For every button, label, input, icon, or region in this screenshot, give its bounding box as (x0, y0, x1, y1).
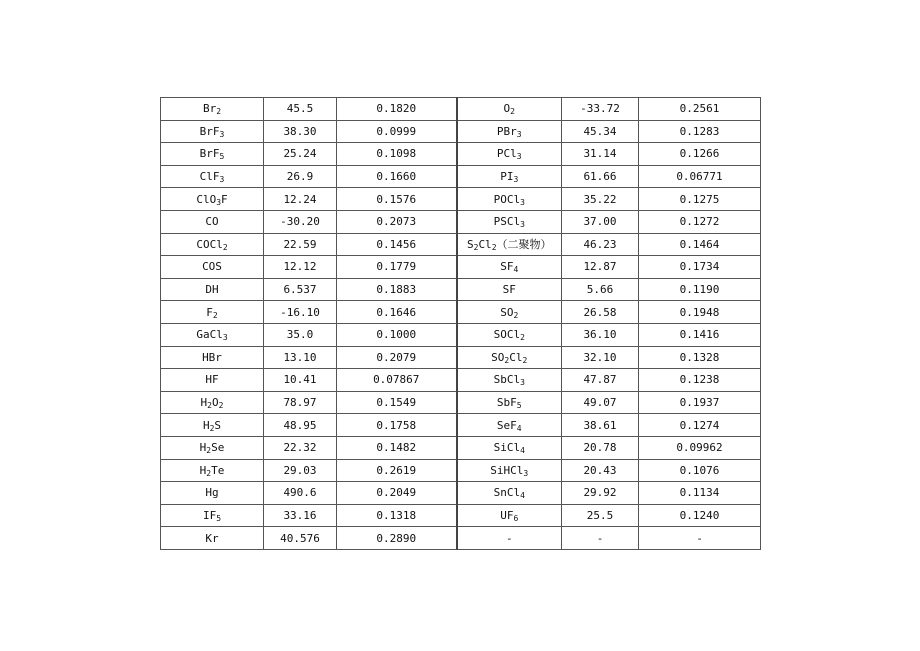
formula-subscript: 2 (522, 355, 528, 365)
left-value-b-cell: 0.1758 (337, 414, 457, 437)
formula-part: BrF (199, 147, 220, 161)
left-value-b-cell: 0.1098 (337, 143, 457, 166)
table-row (161, 369, 761, 392)
right-compound-cell (457, 210, 562, 233)
left-compound-cell: HF (161, 369, 264, 392)
right-compound-cell: SF (457, 278, 562, 301)
formula-subscript: 2 (206, 446, 212, 456)
formula-part: SiHCl (490, 463, 524, 477)
left-value-b-cell: 0.0999 (337, 120, 457, 143)
left-value-a-cell: 13.10 (264, 346, 337, 369)
formula-subscript: 2 (212, 310, 218, 320)
left-value-b-cell: 0.1779 (337, 256, 457, 279)
table-row (161, 414, 761, 437)
formula-subscript: 3 (219, 129, 225, 139)
left-compound-cell (161, 120, 264, 143)
right-value-a-cell: 46.23 (562, 233, 639, 256)
left-compound-cell (161, 188, 264, 211)
right-compound-cell (457, 459, 562, 482)
left-compound-cell: Hg (161, 482, 264, 505)
right-value-b-cell: - (639, 527, 761, 550)
table-row (161, 210, 761, 233)
right-value-a-cell: 31.14 (562, 143, 639, 166)
right-compound-cell (457, 323, 562, 346)
formula-part: PSCl (493, 215, 521, 229)
formula-part: （二聚物） (496, 238, 552, 252)
left-value-a-cell: 35.0 (264, 323, 337, 346)
left-compound-cell (161, 301, 264, 324)
left-value-b-cell: 0.2079 (337, 346, 457, 369)
formula-part: UF (500, 508, 514, 522)
table-row (161, 256, 761, 279)
left-value-b-cell: 0.1576 (337, 188, 457, 211)
right-compound-cell (457, 165, 562, 188)
table-row (161, 120, 761, 143)
formula-part: Te (211, 463, 225, 477)
formula-subscript: 2 (491, 243, 497, 253)
right-compound-cell (457, 391, 562, 414)
formula-subscript: 3 (516, 152, 522, 162)
formula-part: ClO (196, 192, 217, 206)
right-value-b-cell: 0.1328 (639, 346, 761, 369)
right-value-a-cell: 5.66 (562, 278, 639, 301)
left-value-a-cell: 40.576 (264, 527, 337, 550)
left-value-a-cell: 12.12 (264, 256, 337, 279)
left-value-b-cell: 0.2619 (337, 459, 457, 482)
left-value-b-cell: 0.1318 (337, 504, 457, 527)
right-value-b-cell: 0.1734 (639, 256, 761, 279)
right-value-a-cell: 36.10 (562, 323, 639, 346)
right-compound-cell (457, 414, 562, 437)
right-compound-cell (457, 188, 562, 211)
formula-part: BrF (199, 124, 220, 138)
formula-part: COCl (196, 237, 223, 251)
right-compound-cell (457, 482, 562, 505)
formula-subscript: 4 (516, 423, 522, 433)
table-row (161, 391, 761, 414)
table-row (161, 527, 761, 550)
formula-part: O (212, 396, 219, 410)
left-compound-cell (161, 459, 264, 482)
table-row (161, 165, 761, 188)
table-body (161, 98, 761, 550)
right-value-a-cell: 38.61 (562, 414, 639, 437)
left-compound-cell (161, 504, 264, 527)
right-compound-cell: - (457, 527, 562, 550)
right-compound-cell (457, 143, 562, 166)
formula-subscript: 4 (513, 265, 519, 275)
table-row (161, 98, 761, 121)
left-value-b-cell: 0.2073 (337, 210, 457, 233)
left-compound-cell: HBr (161, 346, 264, 369)
formula-part: SO (500, 305, 514, 319)
right-value-a-cell: 25.5 (562, 504, 639, 527)
formula-subscript: 2 (513, 310, 519, 320)
table-row (161, 482, 761, 505)
right-value-b-cell: 0.1134 (639, 482, 761, 505)
formula-part: Br (202, 102, 217, 116)
right-compound-cell (457, 504, 562, 527)
left-value-a-cell: -16.10 (264, 301, 337, 324)
table-row (161, 436, 761, 459)
right-value-b-cell: 0.1937 (639, 391, 761, 414)
right-value-a-cell: 32.10 (562, 346, 639, 369)
left-value-a-cell: 22.59 (264, 233, 337, 256)
right-compound-cell (457, 436, 562, 459)
formula-part: S (466, 238, 474, 252)
left-value-a-cell: -30.20 (264, 210, 337, 233)
left-value-b-cell: 0.1820 (337, 98, 457, 121)
formula-subscript: 2 (510, 107, 515, 117)
right-value-b-cell: 0.1948 (639, 301, 761, 324)
left-value-a-cell: 26.9 (264, 165, 337, 188)
left-compound-cell (161, 98, 264, 121)
formula-subscript: 3 (216, 197, 222, 207)
formula-subscript: 3 (520, 197, 525, 207)
formula-subscript: 2 (218, 401, 224, 411)
formula-subscript: 5 (216, 513, 222, 523)
left-value-a-cell: 78.97 (264, 391, 337, 414)
formula-subscript: 3 (219, 175, 225, 185)
left-value-a-cell: 45.5 (264, 98, 337, 121)
formula-subscript: 3 (520, 378, 525, 388)
right-value-a-cell: - (562, 527, 639, 550)
formula-part: SbF (496, 396, 517, 410)
formula-part: SF (500, 260, 514, 274)
data-table (160, 97, 761, 550)
left-compound-cell (161, 391, 264, 414)
right-value-b-cell: 0.1076 (639, 459, 761, 482)
formula-part: H (199, 463, 207, 477)
left-value-a-cell: 29.03 (264, 459, 337, 482)
left-value-b-cell: 0.1456 (337, 233, 457, 256)
left-value-b-cell: 0.2890 (337, 527, 457, 550)
formula-part: H (202, 418, 210, 432)
formula-part: H (200, 396, 208, 410)
right-value-a-cell: 26.58 (562, 301, 639, 324)
right-compound-cell (457, 120, 562, 143)
left-value-b-cell: 0.1549 (337, 391, 457, 414)
table-row (161, 233, 761, 256)
right-value-b-cell: 0.1274 (639, 414, 761, 437)
right-value-b-cell: 0.1266 (639, 143, 761, 166)
left-compound-cell: CO (161, 210, 264, 233)
formula-part: O (503, 102, 511, 116)
right-value-b-cell: 0.1190 (639, 278, 761, 301)
left-value-a-cell: 10.41 (264, 369, 337, 392)
formula-part: SOCl (493, 328, 521, 342)
right-value-b-cell: 0.1464 (639, 233, 761, 256)
formula-part: SO (491, 350, 505, 364)
right-value-a-cell: 12.87 (562, 256, 639, 279)
formula-part: SeF (496, 418, 517, 432)
left-compound-cell: DH (161, 278, 264, 301)
right-value-a-cell: -33.72 (562, 98, 639, 121)
left-value-a-cell: 48.95 (264, 414, 337, 437)
formula-part: SbCl (493, 373, 521, 387)
left-compound-cell: Kr (161, 527, 264, 550)
formula-part: S (214, 418, 222, 432)
left-compound-cell (161, 323, 264, 346)
right-value-b-cell: 0.1416 (639, 323, 761, 346)
formula-part: SnCl (493, 486, 521, 500)
formula-subscript: 2 (473, 243, 479, 253)
formula-subscript: 6 (513, 513, 519, 523)
right-value-a-cell: 45.34 (562, 120, 639, 143)
right-value-b-cell: 0.06771 (639, 165, 761, 188)
right-value-a-cell: 49.07 (562, 391, 639, 414)
table-row (161, 504, 761, 527)
left-compound-cell (161, 436, 264, 459)
formula-subscript: 2 (520, 333, 525, 343)
formula-part: GaCl (196, 328, 223, 342)
formula-part: Se (211, 441, 225, 455)
formula-part: Cl (478, 238, 492, 252)
left-value-b-cell: 0.2049 (337, 482, 457, 505)
left-value-b-cell: 0.07867 (337, 369, 457, 392)
formula-part: PI (500, 170, 514, 184)
right-value-b-cell: 0.1238 (639, 369, 761, 392)
formula-subscript: 3 (222, 333, 228, 343)
left-compound-cell (161, 165, 264, 188)
table-row (161, 188, 761, 211)
formula-part: H (199, 441, 207, 455)
formula-subscript: 3 (516, 129, 522, 139)
table-row (161, 278, 761, 301)
left-compound-cell: COS (161, 256, 264, 279)
formula-part: IF (202, 508, 217, 522)
right-value-b-cell: 0.1283 (639, 120, 761, 143)
left-value-a-cell: 12.24 (264, 188, 337, 211)
formula-part: PCl (496, 147, 517, 161)
right-value-a-cell: 61.66 (562, 165, 639, 188)
formula-subscript: 3 (523, 468, 529, 478)
right-compound-cell (457, 301, 562, 324)
right-value-b-cell: 0.1275 (639, 188, 761, 211)
right-value-b-cell: 0.1272 (639, 210, 761, 233)
right-compound-cell (457, 233, 562, 256)
formula-part: POCl (493, 192, 521, 206)
right-compound-cell (457, 346, 562, 369)
formula-subscript: 2 (504, 355, 510, 365)
right-value-a-cell: 20.43 (562, 459, 639, 482)
formula-subscript: 2 (209, 423, 215, 433)
formula-subscript: 2 (222, 242, 228, 252)
left-value-b-cell: 0.1660 (337, 165, 457, 188)
right-value-a-cell: 29.92 (562, 482, 639, 505)
formula-part: F (221, 192, 228, 206)
table-row (161, 301, 761, 324)
formula-subscript: 4 (520, 446, 525, 456)
left-value-b-cell: 0.1482 (337, 436, 457, 459)
left-value-a-cell: 25.24 (264, 143, 337, 166)
left-value-b-cell: 0.1883 (337, 278, 457, 301)
right-value-a-cell: 35.22 (562, 188, 639, 211)
right-value-a-cell: 37.00 (562, 210, 639, 233)
formula-subscript: 4 (520, 491, 525, 501)
formula-subscript: 2 (216, 107, 222, 117)
table-row (161, 143, 761, 166)
formula-subscript: 3 (520, 220, 525, 230)
table-row (161, 346, 761, 369)
left-value-b-cell: 0.1646 (337, 301, 457, 324)
left-compound-cell (161, 143, 264, 166)
table-row (161, 459, 761, 482)
right-compound-cell (457, 256, 562, 279)
formula-subscript: 2 (206, 468, 212, 478)
right-compound-cell (457, 98, 562, 121)
left-value-a-cell: 38.30 (264, 120, 337, 143)
formula-part: PBr (496, 124, 517, 138)
left-value-a-cell: 6.537 (264, 278, 337, 301)
right-value-a-cell: 47.87 (562, 369, 639, 392)
left-value-b-cell: 0.1000 (337, 323, 457, 346)
left-compound-cell (161, 414, 264, 437)
formula-subscript: 5 (219, 152, 225, 162)
formula-part: Cl (509, 350, 523, 364)
left-value-a-cell: 22.32 (264, 436, 337, 459)
left-value-a-cell: 33.16 (264, 504, 337, 527)
formula-part: SiCl (493, 441, 521, 455)
left-compound-cell (161, 233, 264, 256)
right-compound-cell (457, 369, 562, 392)
table-row (161, 323, 761, 346)
formula-subscript: 5 (516, 401, 522, 411)
right-value-b-cell: 0.09962 (639, 436, 761, 459)
formula-part: ClF (199, 170, 220, 184)
right-value-b-cell: 0.1240 (639, 504, 761, 527)
right-value-a-cell: 20.78 (562, 436, 639, 459)
formula-subscript: 2 (207, 401, 212, 411)
right-value-b-cell: 0.2561 (639, 98, 761, 121)
left-value-a-cell: 490.6 (264, 482, 337, 505)
formula-part: F (206, 305, 213, 319)
formula-subscript: 3 (513, 175, 519, 185)
